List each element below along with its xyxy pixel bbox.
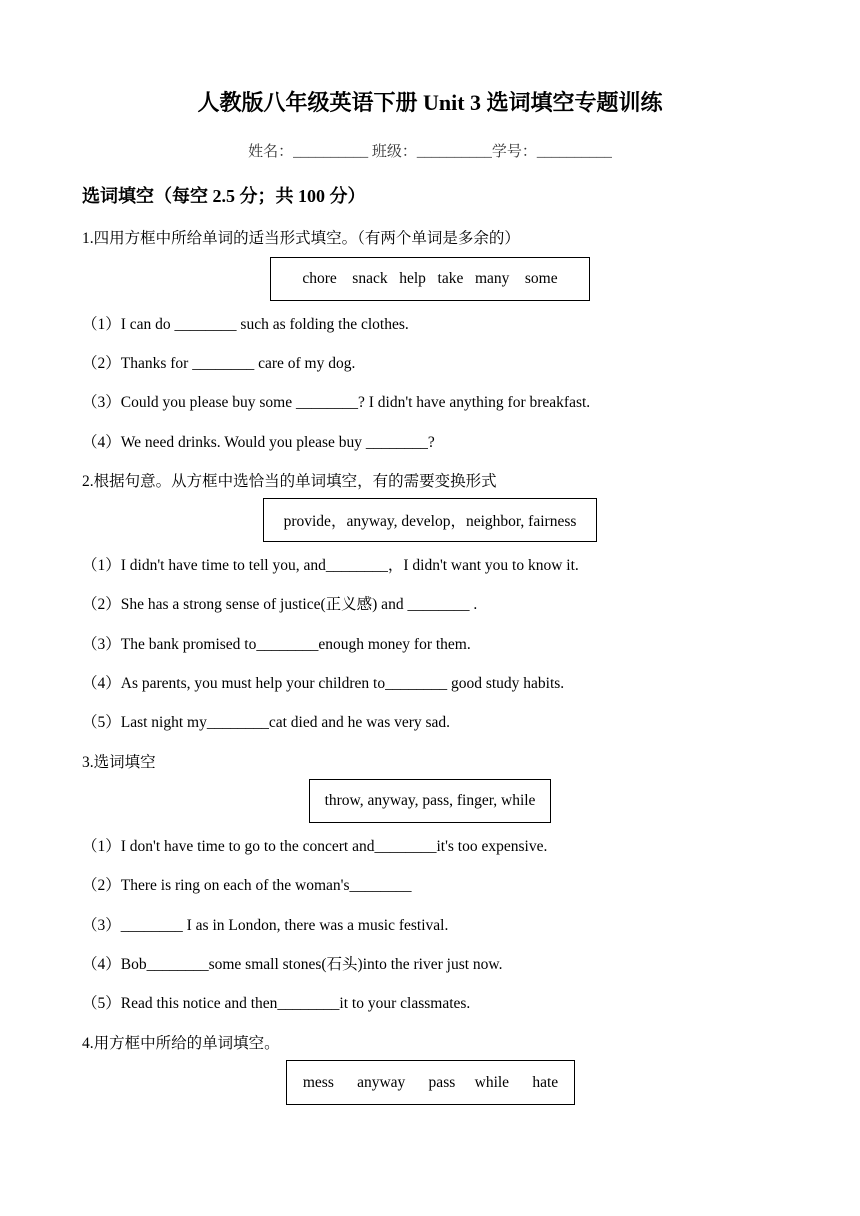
question-3-word-box: throw, anyway, pass, finger, while [309,779,551,823]
question-2-item-3: （3）The bank promised to________enough money for them. [82,636,471,653]
question-3-item-5: （5）Read this notice and then________it to your classmates. [82,995,471,1012]
question-1-item-2: （2）Thanks for ________ care of my dog. [82,355,356,372]
question-1-item-3: （3）Could you please buy some ________? I didn't have anything for breakfast. [82,394,591,411]
section-title: 选词填空（每空 2.5 分；共 100 分） [82,186,366,206]
question-4-header: 4.用方框中所给的单词填空。 [82,1035,280,1052]
question-4-word-box: mess anyway pass while hate [286,1060,575,1105]
question-1-word-box: chore snack help take many some [270,257,590,301]
student-info-line: 姓名：__________ 班级：__________学号：__________ [248,144,612,160]
question-2-item-4: （4）As parents, you must help your children to________ good study habits. [82,675,565,692]
question-3-header: 3.选词填空 [82,754,156,771]
question-3-item-1: （1）I don't have time to go to the concert and________it's too expensive. [82,838,548,855]
page-title: 人教版八年级英语下册 Unit 3 选词填空专题训练 [197,90,663,115]
question-3-item-2: （2）There is ring on each of the woman's________ [82,877,412,894]
question-3-item-4: （4）Bob________some small stones(石头)into the river just now. [82,956,503,973]
question-1-header: 1.四用方框中所给单词的适当形式填空。（有两个单词是多余的） [82,230,520,247]
question-2-item-5: （5）Last night my________cat died and he was very sad. [82,714,451,731]
question-2-item-1: （1）I didn't have time to tell you, and________，I didn't want you to know it. [82,557,579,574]
question-1-item-1: （1）I can do ________ such as folding the clothes. [82,316,409,333]
question-2-item-2: （2）She has a strong sense of justice(正义感) and ________ . [82,596,478,613]
question-1-item-4: （4）We need drinks. Would you please buy ________? [82,434,435,451]
question-2-word-box: provide，anyway, develop，neighbor, fairness [263,498,597,542]
question-3-item-3: （3）________ I as in London, there was a music festival. [82,917,449,934]
question-2-header: 2.根据句意。从方框中选恰当的单词填空，有的需要变换形式 [82,473,497,490]
